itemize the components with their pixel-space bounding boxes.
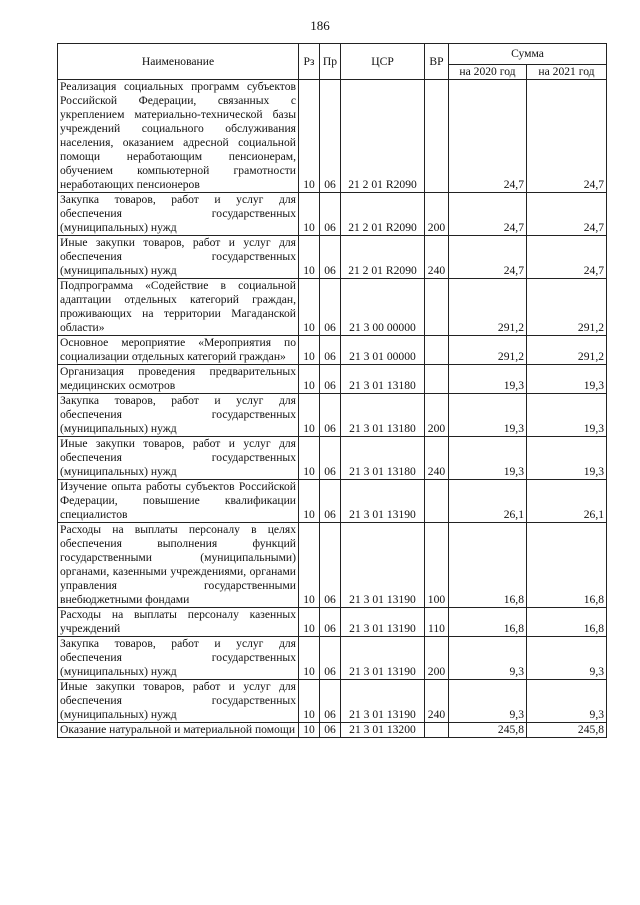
header-rz: Рз bbox=[299, 44, 320, 80]
row-vr-cell bbox=[425, 480, 449, 523]
table-row bbox=[58, 365, 607, 394]
row-name-cell: Расходы на выплаты персоналу в целях обеспечения выполнения функций государственными (муниципальными) органами, казенными учреждениями, органами управления государственными внебюджетными фондами bbox=[58, 523, 299, 608]
table-row bbox=[58, 336, 607, 365]
row-rz-cell: 10 bbox=[299, 723, 320, 738]
row-pr-cell: 06 bbox=[320, 279, 341, 336]
header-csr: ЦСР bbox=[341, 44, 425, 80]
row-sum-2020-cell: 9,3 bbox=[449, 680, 527, 723]
row-vr-cell: 100 bbox=[425, 523, 449, 608]
row-sum-2021-cell: 24,7 bbox=[527, 80, 607, 193]
row-rz-cell: 10 bbox=[299, 193, 320, 236]
row-csr-cell: 21 3 01 13190 bbox=[341, 523, 425, 608]
row-pr-cell: 06 bbox=[320, 608, 341, 637]
row-sum-2021-cell: 291,2 bbox=[527, 279, 607, 336]
row-rz-cell: 10 bbox=[299, 480, 320, 523]
row-sum-2021-cell: 9,3 bbox=[527, 637, 607, 680]
row-sum-2021-cell: 245,8 bbox=[527, 723, 607, 738]
row-rz-cell: 10 bbox=[299, 437, 320, 480]
row-vr-cell: 110 bbox=[425, 608, 449, 637]
row-csr-cell: 21 3 01 13190 bbox=[341, 680, 425, 723]
row-csr-cell: 21 3 01 00000 bbox=[341, 336, 425, 365]
row-vr-cell: 200 bbox=[425, 193, 449, 236]
table-row bbox=[58, 279, 607, 336]
row-sum-2021-cell: 19,3 bbox=[527, 394, 607, 437]
row-pr-cell: 06 bbox=[320, 523, 341, 608]
row-sum-2020-cell: 24,7 bbox=[449, 236, 527, 279]
row-name-cell: Иные закупки товаров, работ и услуг для обеспечения государственных (муниципальных) нужд bbox=[58, 437, 299, 480]
page-number: 186 bbox=[310, 18, 330, 33]
table-row bbox=[58, 523, 607, 608]
row-csr-cell: 21 2 01 R2090 bbox=[341, 236, 425, 279]
row-csr-cell: 21 3 01 13190 bbox=[341, 608, 425, 637]
row-sum-2021-cell: 9,3 bbox=[527, 680, 607, 723]
row-rz-cell: 10 bbox=[299, 80, 320, 193]
row-vr-cell bbox=[425, 723, 449, 738]
table-body bbox=[58, 80, 607, 738]
table-row bbox=[58, 236, 607, 279]
row-sum-2020-cell: 19,3 bbox=[449, 437, 527, 480]
row-sum-2020-cell: 245,8 bbox=[449, 723, 527, 738]
row-sum-2020-cell: 9,3 bbox=[449, 637, 527, 680]
row-name-cell: Расходы на выплаты персоналу казенных учреждений bbox=[58, 608, 299, 637]
row-sum-2020-cell: 291,2 bbox=[449, 279, 527, 336]
table-row bbox=[58, 608, 607, 637]
table-row bbox=[58, 637, 607, 680]
row-vr-cell bbox=[425, 336, 449, 365]
row-vr-cell: 200 bbox=[425, 394, 449, 437]
row-name-cell: Иные закупки товаров, работ и услуг для обеспечения государственных (муниципальных) нужд bbox=[58, 236, 299, 279]
table-row bbox=[58, 437, 607, 480]
row-rz-cell: 10 bbox=[299, 523, 320, 608]
table-row bbox=[58, 193, 607, 236]
row-rz-cell: 10 bbox=[299, 637, 320, 680]
row-name-cell: Иные закупки товаров, работ и услуг для обеспечения государственных (муниципальных) нужд bbox=[58, 680, 299, 723]
table-row bbox=[58, 480, 607, 523]
row-csr-cell: 21 2 01 R2090 bbox=[341, 80, 425, 193]
row-name-cell: Организация проведения предварительных медицинских осмотров bbox=[58, 365, 299, 394]
row-pr-cell: 06 bbox=[320, 437, 341, 480]
row-pr-cell: 06 bbox=[320, 637, 341, 680]
row-csr-cell: 21 3 01 13200 bbox=[341, 723, 425, 738]
header-sum: Сумма bbox=[449, 44, 607, 65]
row-sum-2021-cell: 19,3 bbox=[527, 437, 607, 480]
table-row bbox=[58, 680, 607, 723]
row-rz-cell: 10 bbox=[299, 680, 320, 723]
row-name-cell: Изучение опыта работы субъектов Российской Федерации, повышение квалификации специалистов bbox=[58, 480, 299, 523]
row-vr-cell bbox=[425, 279, 449, 336]
row-vr-cell: 240 bbox=[425, 437, 449, 480]
header-year-2021: на 2021 год bbox=[527, 65, 607, 80]
row-pr-cell: 06 bbox=[320, 480, 341, 523]
row-sum-2020-cell: 19,3 bbox=[449, 394, 527, 437]
row-pr-cell: 06 bbox=[320, 193, 341, 236]
row-name-cell: Оказание натуральной и материальной помощи bbox=[58, 723, 299, 738]
row-sum-2021-cell: 24,7 bbox=[527, 236, 607, 279]
row-sum-2020-cell: 24,7 bbox=[449, 193, 527, 236]
header-name: Наименование bbox=[58, 44, 299, 80]
row-vr-cell: 200 bbox=[425, 637, 449, 680]
row-vr-cell: 240 bbox=[425, 680, 449, 723]
header-vr: ВР bbox=[425, 44, 449, 80]
row-csr-cell: 21 3 01 13190 bbox=[341, 637, 425, 680]
row-rz-cell: 10 bbox=[299, 336, 320, 365]
row-rz-cell: 10 bbox=[299, 394, 320, 437]
row-rz-cell: 10 bbox=[299, 365, 320, 394]
row-name-cell: Основное мероприятие «Мероприятия по социализации отдельных категорий граждан» bbox=[58, 336, 299, 365]
row-rz-cell: 10 bbox=[299, 608, 320, 637]
row-sum-2020-cell: 16,8 bbox=[449, 608, 527, 637]
row-sum-2020-cell: 291,2 bbox=[449, 336, 527, 365]
row-vr-cell: 240 bbox=[425, 236, 449, 279]
row-name-cell: Реализация социальных программ субъектов Российской Федерации, связанных с укреплением материально-технической базы учреждений социального обслуживания населения, оказанием адресной социальной помощи неработающим пенсионерам, обучением компьютерной грамотности неработающих пенсионеров bbox=[58, 80, 299, 193]
row-pr-cell: 06 bbox=[320, 394, 341, 437]
header-pr: Пр bbox=[320, 44, 341, 80]
row-sum-2021-cell: 291,2 bbox=[527, 336, 607, 365]
row-sum-2020-cell: 16,8 bbox=[449, 523, 527, 608]
row-name-cell: Закупка товаров, работ и услуг для обеспечения государственных (муниципальных) нужд bbox=[58, 193, 299, 236]
row-rz-cell: 10 bbox=[299, 236, 320, 279]
row-vr-cell bbox=[425, 365, 449, 394]
table-row bbox=[58, 723, 607, 738]
row-csr-cell: 21 3 01 13180 bbox=[341, 394, 425, 437]
row-pr-cell: 06 bbox=[320, 723, 341, 738]
row-name-cell: Подпрограмма «Содействие в социальной адаптации отдельных категорий граждан, проживающих на территории Магаданской области» bbox=[58, 279, 299, 336]
row-sum-2021-cell: 16,8 bbox=[527, 608, 607, 637]
row-sum-2021-cell: 19,3 bbox=[527, 365, 607, 394]
row-name-cell: Закупка товаров, работ и услуг для обеспечения государственных (муниципальных) нужд bbox=[58, 394, 299, 437]
row-pr-cell: 06 bbox=[320, 680, 341, 723]
row-csr-cell: 21 3 00 00000 bbox=[341, 279, 425, 336]
row-pr-cell: 06 bbox=[320, 336, 341, 365]
table-header bbox=[58, 44, 607, 80]
row-name-cell: Закупка товаров, работ и услуг для обеспечения государственных (муниципальных) нужд bbox=[58, 637, 299, 680]
row-vr-cell bbox=[425, 80, 449, 193]
row-pr-cell: 06 bbox=[320, 365, 341, 394]
row-sum-2020-cell: 26,1 bbox=[449, 480, 527, 523]
row-sum-2021-cell: 26,1 bbox=[527, 480, 607, 523]
row-csr-cell: 21 3 01 13180 bbox=[341, 437, 425, 480]
row-sum-2021-cell: 16,8 bbox=[527, 523, 607, 608]
row-csr-cell: 21 2 01 R2090 bbox=[341, 193, 425, 236]
table-row bbox=[58, 394, 607, 437]
row-sum-2020-cell: 24,7 bbox=[449, 80, 527, 193]
header-year-2020: на 2020 год bbox=[449, 65, 527, 80]
row-csr-cell: 21 3 01 13190 bbox=[341, 480, 425, 523]
row-sum-2020-cell: 19,3 bbox=[449, 365, 527, 394]
row-csr-cell: 21 3 01 13180 bbox=[341, 365, 425, 394]
row-sum-2021-cell: 24,7 bbox=[527, 193, 607, 236]
table-row bbox=[58, 80, 607, 193]
row-rz-cell: 10 bbox=[299, 279, 320, 336]
row-pr-cell: 06 bbox=[320, 236, 341, 279]
row-pr-cell: 06 bbox=[320, 80, 341, 193]
budget-table bbox=[57, 43, 607, 738]
